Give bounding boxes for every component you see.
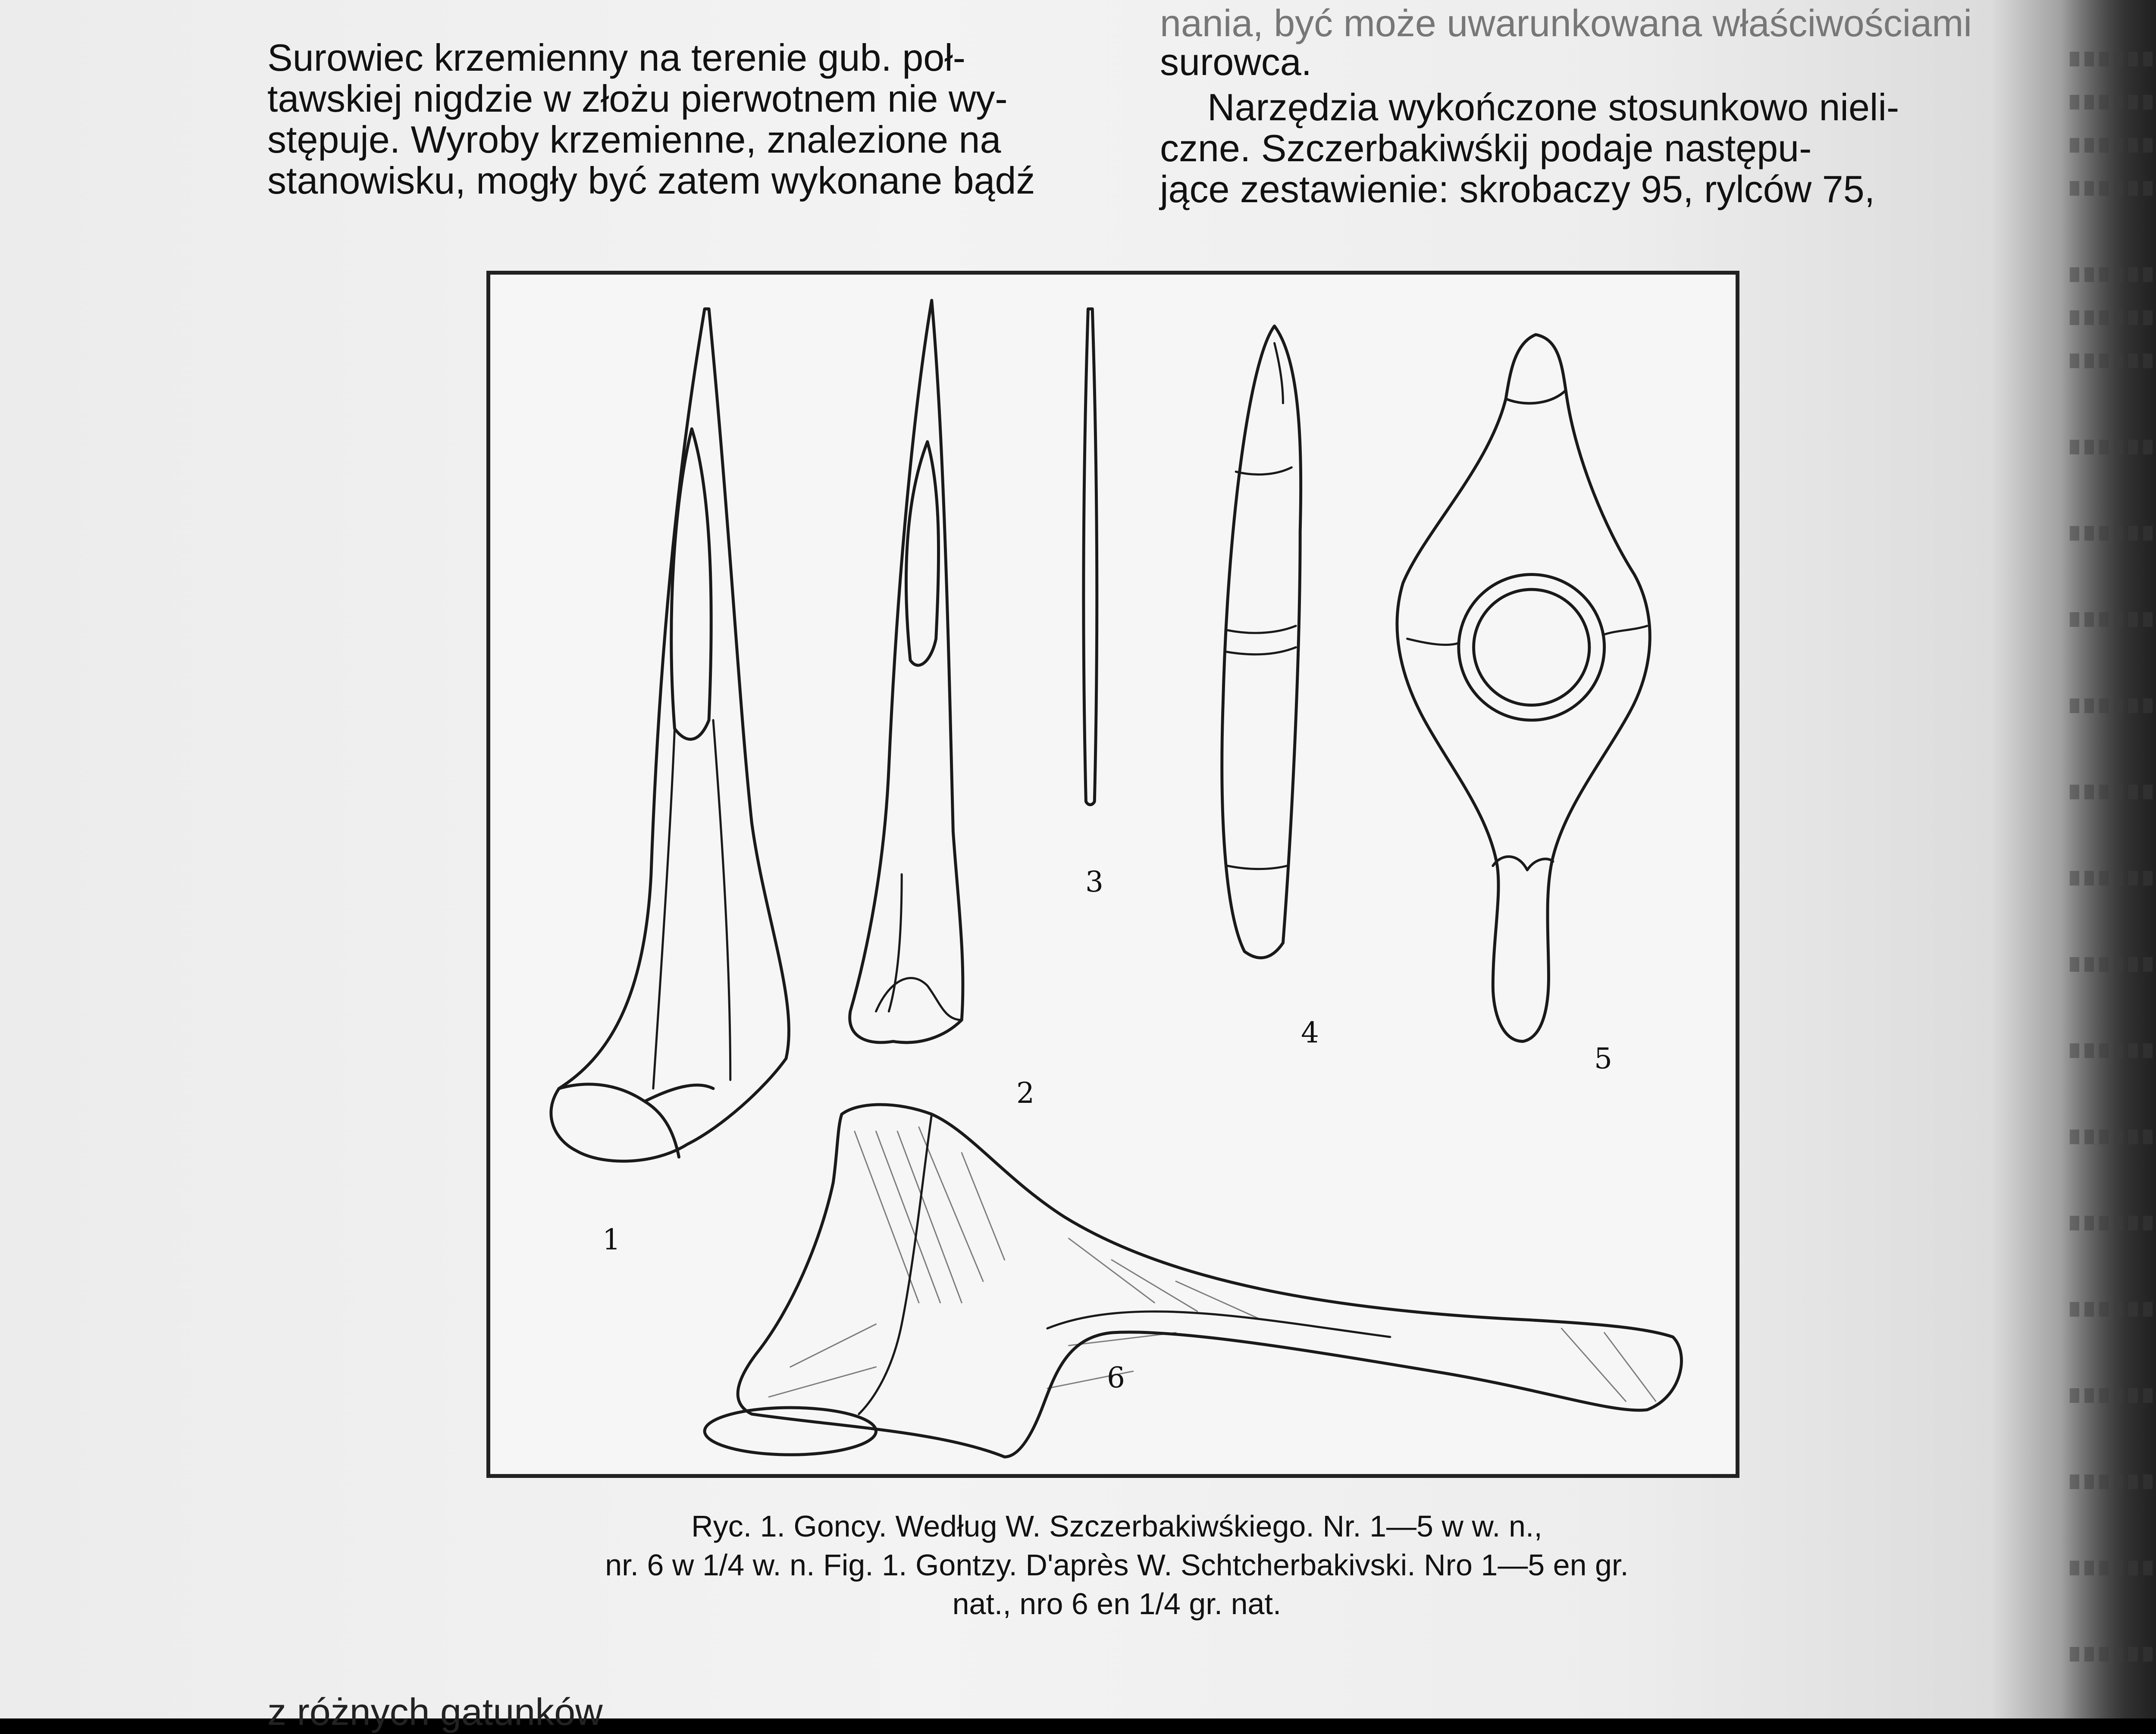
- right-line-1: nania, być może uwarunkowana właściwościami: [1160, 2, 1972, 44]
- handwritten-annotation: [2001, 91, 2156, 1457]
- caption-line-2: nr. 6 w 1/4 w. n. Fig. 1. Gontzy. D'après W. Schtcherbakivski. Nro 1—5 en gr.: [605, 1548, 1629, 1582]
- figure-illustration: [490, 275, 1736, 1474]
- artifact-2-bone-awl: [850, 300, 963, 1042]
- artifact-4-bone-rod: [1222, 326, 1301, 958]
- caption-line-1: Ryc. 1. Goncy. Według W. Szczerbakiwśkiego. Nr. 1—5 w w. n.,: [691, 1509, 1542, 1543]
- artifact-6-antler-axe: [705, 1105, 1681, 1457]
- left-line-2: tawskiej nigdzie w złożu pierwotnem nie wy-: [267, 77, 1008, 120]
- figure-number-6: 6: [1107, 1361, 1125, 1394]
- figure-number-2: 2: [1016, 1077, 1034, 1110]
- adjacent-text-line: [2070, 1474, 2156, 1489]
- right-line-4: czne. Szczerbakiwśkij podaje następu-: [1160, 127, 1812, 169]
- adjacent-text-line: [2070, 52, 2156, 66]
- figure-number-5: 5: [1594, 1042, 1612, 1075]
- figure-frame: [486, 271, 1739, 1478]
- figure-number-3: 3: [1085, 865, 1103, 898]
- artifact-5-perforated-mace: [1397, 335, 1650, 1041]
- figure-number-1: 1: [602, 1223, 620, 1256]
- left-line-4: stanowisku, mogły być zatem wykonane bądź: [267, 159, 1035, 202]
- left-line-1: Surowiec krzemienny na terenie gub. poł-: [267, 36, 966, 79]
- bottom-partial-line: z różnych gatunków: [267, 1690, 603, 1733]
- figure-number-4: 4: [1301, 1016, 1319, 1049]
- artifact-3-needle: [1084, 309, 1097, 804]
- adjacent-text-line: [2070, 1647, 2156, 1662]
- caption-line-3: nat., nro 6 en 1/4 gr. nat.: [952, 1587, 1282, 1621]
- artifact-1-bone-point: [551, 309, 789, 1161]
- right-line-3: Narzędzia wykończone stosunkowo nieli-: [1207, 86, 1899, 128]
- left-line-3: stępuje. Wyroby krzemienne, znalezione na: [267, 118, 1001, 161]
- right-line-2: surowca.: [1160, 41, 1312, 83]
- right-line-5: jące zestawienie: skrobaczy 95, rylców 75,: [1160, 168, 1875, 210]
- adjacent-text-line: [2070, 1561, 2156, 1575]
